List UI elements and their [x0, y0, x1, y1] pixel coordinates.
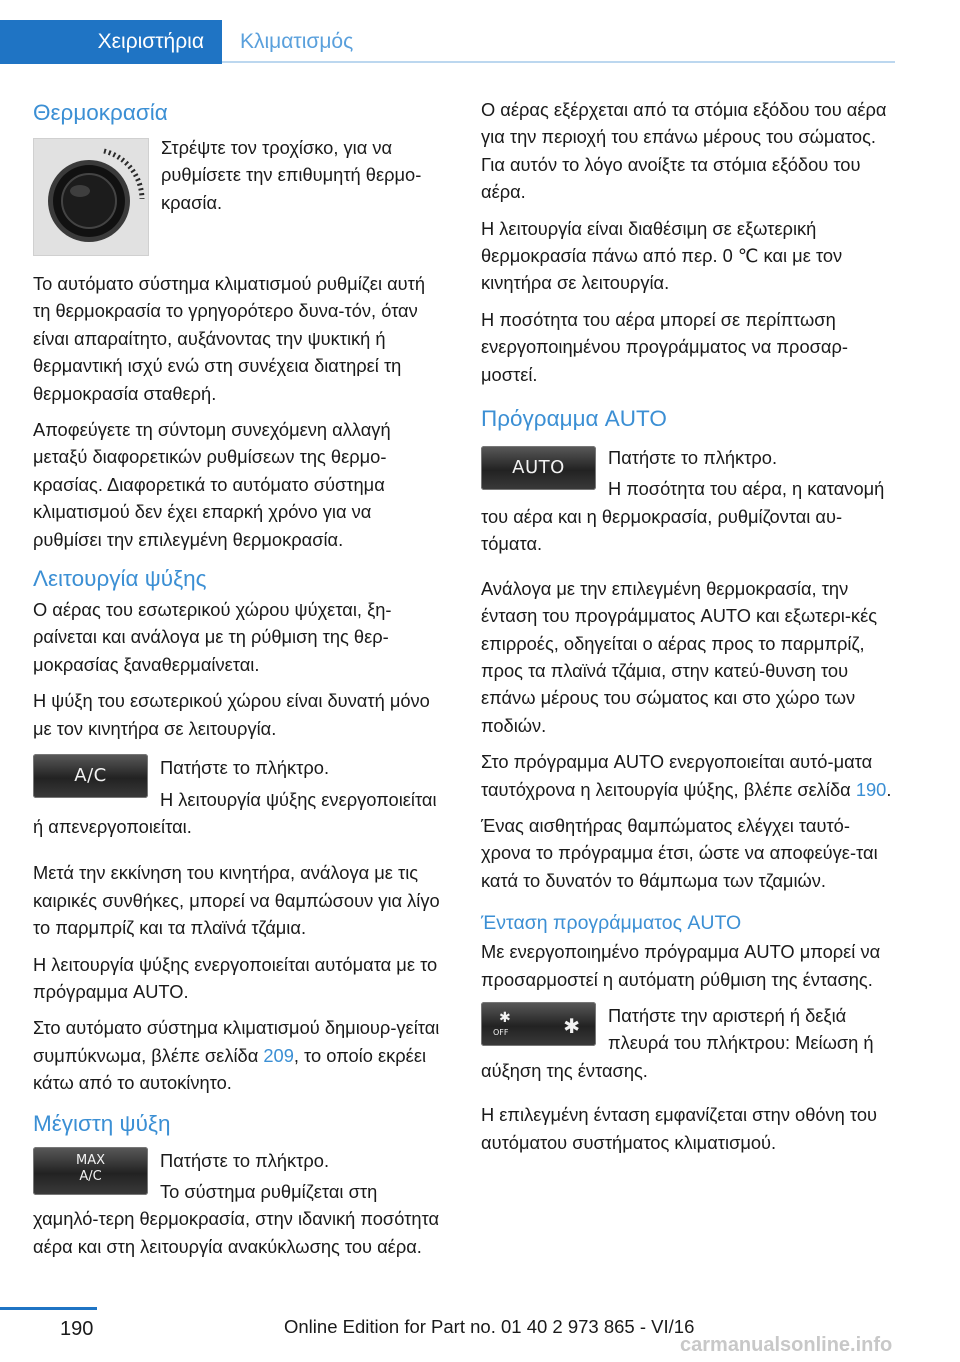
watermark: carmanualsonline.info [680, 1334, 893, 1356]
max-label: MAX [75, 1152, 105, 1168]
paragraph-with-link [481, 748, 895, 803]
tab-divider [222, 61, 895, 63]
right-column [481, 96, 895, 1165]
paragraph: Η λειτουργία ψύξης ενεργοποιείται αυτόματα με το πρόγραμμα AUTO. [33, 953, 438, 1002]
paragraph: Το αυτόματο σύστημα κλιματισμού ρυθμίζει αυτή τη θερμοκρασία το γρηγορότερο δυνα-τόν, όταν είναι απαραίτητο, αυξάνοντας την ψυκτική ή θερμαντική ισχύ ενώ στη συνέχεια διατηρεί τη θερμοκρασία σταθερή. [33, 273, 426, 404]
intensity-instruction [481, 1002, 895, 1093]
paragraph: Η ποσότητα του αέρα μπορεί σε περίπτωση ενεργοποιημένου προγράμματος να προσαρ-μοστεί. [481, 308, 848, 385]
text-span: . [886, 778, 892, 800]
paragraph: Ο αέρας του εσωτερικού χώρου ψύχεται, ξη-ραίνεται και ανάλογα με τη ρύθμιση της θερ-μοκρασίας ξαναθερμαίνεται. [33, 599, 392, 675]
temperature-instruction [33, 134, 443, 260]
press-button-text: Πατήστε το πλήκτρο. [160, 1149, 330, 1171]
heading-temperature: Θερμοκρασία [33, 100, 168, 125]
fan-large-icon: ✱ [563, 1013, 580, 1038]
heading-auto-intensity: Ένταση προγράμματος AUTO [481, 912, 742, 935]
page-number: 190 [60, 1318, 94, 1340]
page-link-209[interactable]: 209 [263, 1044, 294, 1066]
fan-intensity-button-icon [481, 1002, 596, 1046]
paragraph: Ανάλογα με την επιλεγμένη θερμοκρασία, την ένταση του προγράμματος AUTO και εξωτερι-κές επιρροές, οδηγείται ο αέρας προς το παρμπρίζ, προς τα πλαϊνά τζάμια, στην κατεύ-θυνση του επάνω μέρους του σώματος και στο χώρο των ποδιών. [481, 577, 878, 736]
text-span: Στο αυτόματο σύστημα κλιματισμού δημιουρ-γείται συμπύκνωμα, βλέπε σελίδα [33, 1017, 440, 1066]
ac-effect-text: Η λειτουργία ψύξης ενεργοποιείται ή απενεργοποιείται. [33, 788, 437, 837]
paragraph: Ένας αισθητήρας θαμπώματος ελέγχει ταυτό-χρονα το πρόγραμμα έτσι, ώστε να αποφεύγε-ται κατά το δυνατόν το θάμπωμα των τζαμιών. [481, 814, 878, 891]
heading-auto-program: Πρόγραμμα AUTO [481, 406, 667, 432]
max-ac-button-icon [33, 1147, 148, 1195]
auto-button-icon: AUTO [481, 446, 596, 490]
paragraph: Η ψύξη του εσωτερικού χώρου είναι δυνατή μόνο με τον κινητήρα σε λειτουργία. [33, 690, 430, 739]
edition-text: Online Edition for Part no. 01 40 2 973 865 - VI/16 [284, 1316, 695, 1337]
off-label: OFF [493, 1027, 509, 1037]
ac-instruction [33, 754, 443, 849]
left-column [33, 96, 443, 1269]
tab-climate[interactable]: Κλιματισμός [240, 30, 354, 53]
max-effect-text: Το σύστημα ρυθμίζεται στη χαμηλό-τερη θερμοκρασία, στην ιδανική ποσότητα αέρα και στη λειτουργία ανακύκλωσης του αέρα. [33, 1180, 440, 1257]
press-button-text: Πατήστε το πλήκτρο. [608, 447, 778, 469]
press-button-text: Πατήστε το πλήκτρο. [160, 757, 330, 779]
heading-max-cooling: Μέγιστη ψύξη [33, 1110, 171, 1136]
text-span: , το οποίο εκρέει κάτω από το αυτοκίνητο. [33, 1044, 427, 1094]
text-span: Στο πρόγραμμα AUTO ενεργοποιείται αυτό-ματα ταυτόχρονα η λειτουργία ψύξης, βλέπε σελίδα [481, 751, 873, 800]
paragraph: Ο αέρας εξέρχεται από τα στόμια εξόδου του αέρα για την περιοχή του επάνω μέρους του σώματος. Για αυτόν το λόγο ανοίξτε τα στόμια εξόδου του αέρα. [481, 99, 887, 203]
temperature-knob-icon [33, 138, 149, 256]
intensity-press-text: Πατήστε την αριστερή ή δεξιά πλευρά του πλήκτρου: Μείωση ή αύξηση της έντασης. [481, 1004, 874, 1081]
paragraph-with-link [33, 1014, 443, 1096]
auto-effect-text: Η ποσότητα του αέρα, η κατανομή του αέρα και η θερμοκρασία, ρυθμίζονται αυ-τόματα. [481, 478, 885, 555]
tab-controls[interactable]: Χειριστήρια [0, 20, 222, 64]
auto-instruction [481, 444, 895, 567]
footer-accent-line [0, 1307, 97, 1310]
paragraph: Η λειτουργία είναι διαθέσιμη σε εξωτερική θερμοκρασία πάνω από περ. 0 ℃ και με τον κινητήρα σε λειτουργία. [481, 217, 843, 294]
ac-label: A/C [79, 1168, 102, 1184]
paragraph: Με ενεργοποιημένο πρόγραμμα AUTO μπορεί να προσαρμοστεί η αυτόματη ρύθμιση της έντασης. [481, 941, 881, 990]
paragraph: Μετά την εκκίνηση του κινητήρα, ανάλογα με τις καιρικές συνθήκες, μπορεί να θαμπώσουν για λίγο το παρμπρίζ και τα πλαϊνά τζάμια. [33, 862, 440, 939]
ac-button-icon: A/C [33, 754, 148, 798]
heading-cooling: Λειτουργία ψύξης [33, 566, 207, 592]
page-link-190[interactable]: 190 [855, 778, 887, 800]
paragraph: Η επιλεγμένη ένταση εμφανίζεται στην οθόνη του αυτόματου συστήματος κλιματισμού. [481, 1104, 878, 1153]
paragraph: Αποφεύγετε τη σύντομη συνεχόμενη αλλαγή μεταξύ διαφορετικών ρυθμίσεων της θερμο-κρασίας. Διαφορετικά το αυτόματο σύστημα κλιματισμού δεν έχει επαρκή χρόνο για να ρυθμίσει την επιλεγμένη θερμοκρασία. [33, 419, 391, 550]
temperature-turn-text: Στρέψτε τον τροχίσκο, για να ρυθμίσετε την επιθυμητή θερμο-κρασία. [161, 137, 422, 213]
fan-small-icon: ✱ [499, 1009, 511, 1026]
max-ac-instruction [33, 1147, 443, 1270]
chapter-tabs [0, 0, 895, 64]
